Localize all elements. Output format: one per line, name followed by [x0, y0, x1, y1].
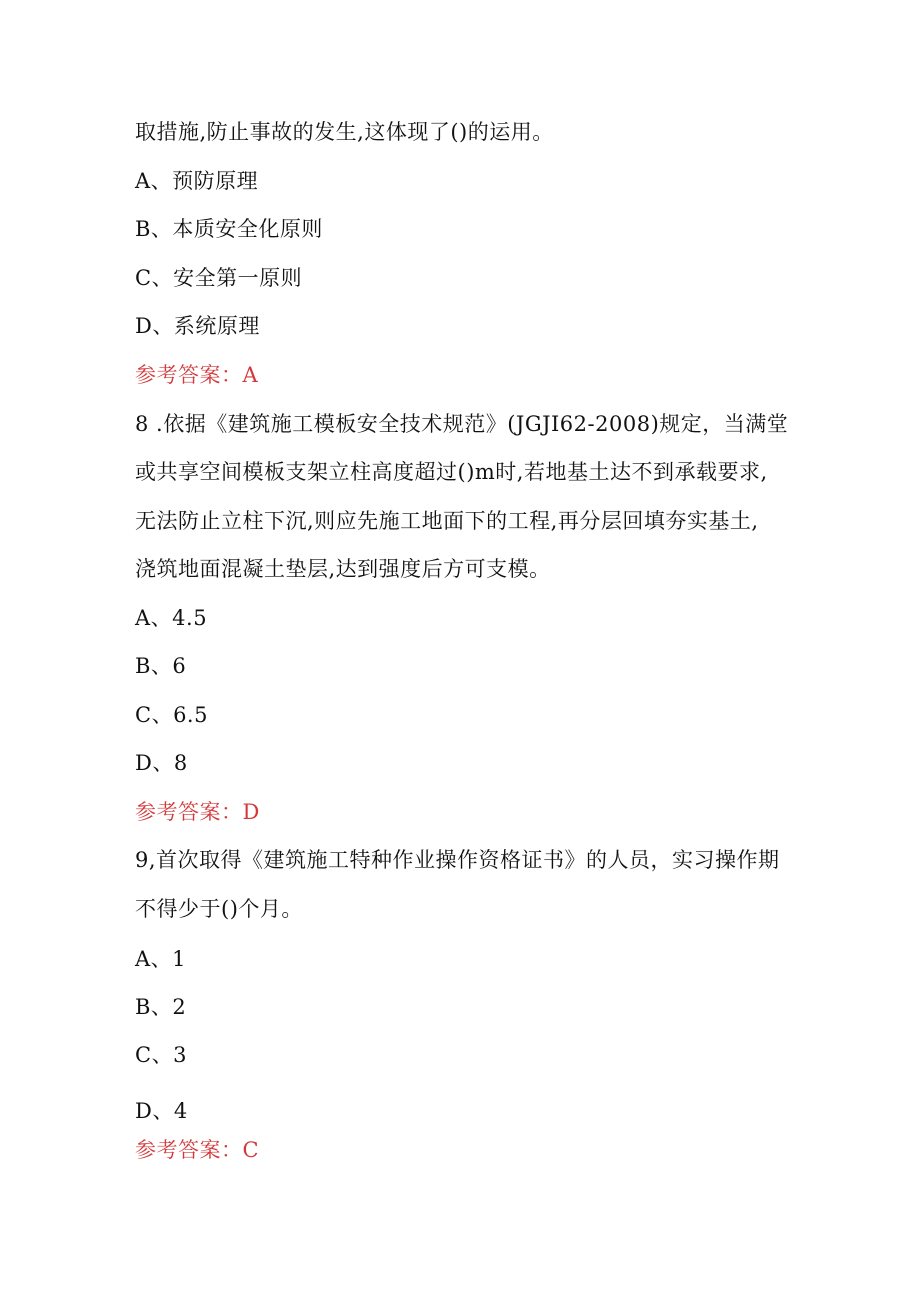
q8-stem-line-1: 8 .依据《建筑施工模板安全技术规范》(JGJI62-2008)规定，当满堂 [135, 412, 789, 436]
q8-answer [135, 798, 835, 826]
q7-answer [135, 361, 835, 389]
q9-option-b: B、2 [135, 995, 187, 1019]
q7-option-c: C、安全第一原则 [135, 266, 303, 290]
q7-answer-value: A [242, 363, 259, 387]
q9-answer [135, 1136, 835, 1164]
q9-option-c: C、3 [135, 1043, 187, 1067]
q8-stem-line-2: 或共享空间模板支架立柱高度超过()m时,若地基土达不到承载要求, [135, 460, 768, 484]
q9-option-a: A、1 [135, 947, 187, 971]
q7-answer-label: 参考答案： [135, 363, 243, 387]
q8-option-a: A、4.5 [135, 606, 208, 630]
q8-option-b: B、6 [135, 654, 187, 678]
q7-option-b: B、本质安全化原则 [135, 217, 323, 241]
q9-stem-line-2: 不得少于()个月。 [135, 897, 303, 921]
q8-option-d: D、8 [135, 751, 188, 775]
q7-option-d: D、系统原理 [135, 314, 260, 338]
q8-answer-value: D [242, 800, 260, 824]
q8-stem-line-4: 浇筑地面混凝土垫层,达到强度后方可支模。 [135, 557, 551, 581]
q9-answer-value: C [242, 1138, 260, 1162]
q7-option-a: A、预防原理 [135, 169, 259, 193]
q9-option-d: D、4 [135, 1099, 188, 1123]
q8-option-c: C、6.5 [135, 703, 208, 727]
q8-answer-label: 参考答案： [135, 800, 243, 824]
q7-stem-tail: 取措施,防止事故的发生,这体现了()的运用。 [135, 120, 554, 144]
q9-stem-line-1: 9,首次取得《建筑施工特种作业操作资格证书》的人员，实习操作期 [135, 848, 780, 872]
q9-answer-label: 参考答案： [135, 1138, 243, 1162]
q8-stem-line-3: 无法防止立柱下沉,则应先施工地面下的工程,再分层回填夯实基土, [135, 509, 759, 533]
